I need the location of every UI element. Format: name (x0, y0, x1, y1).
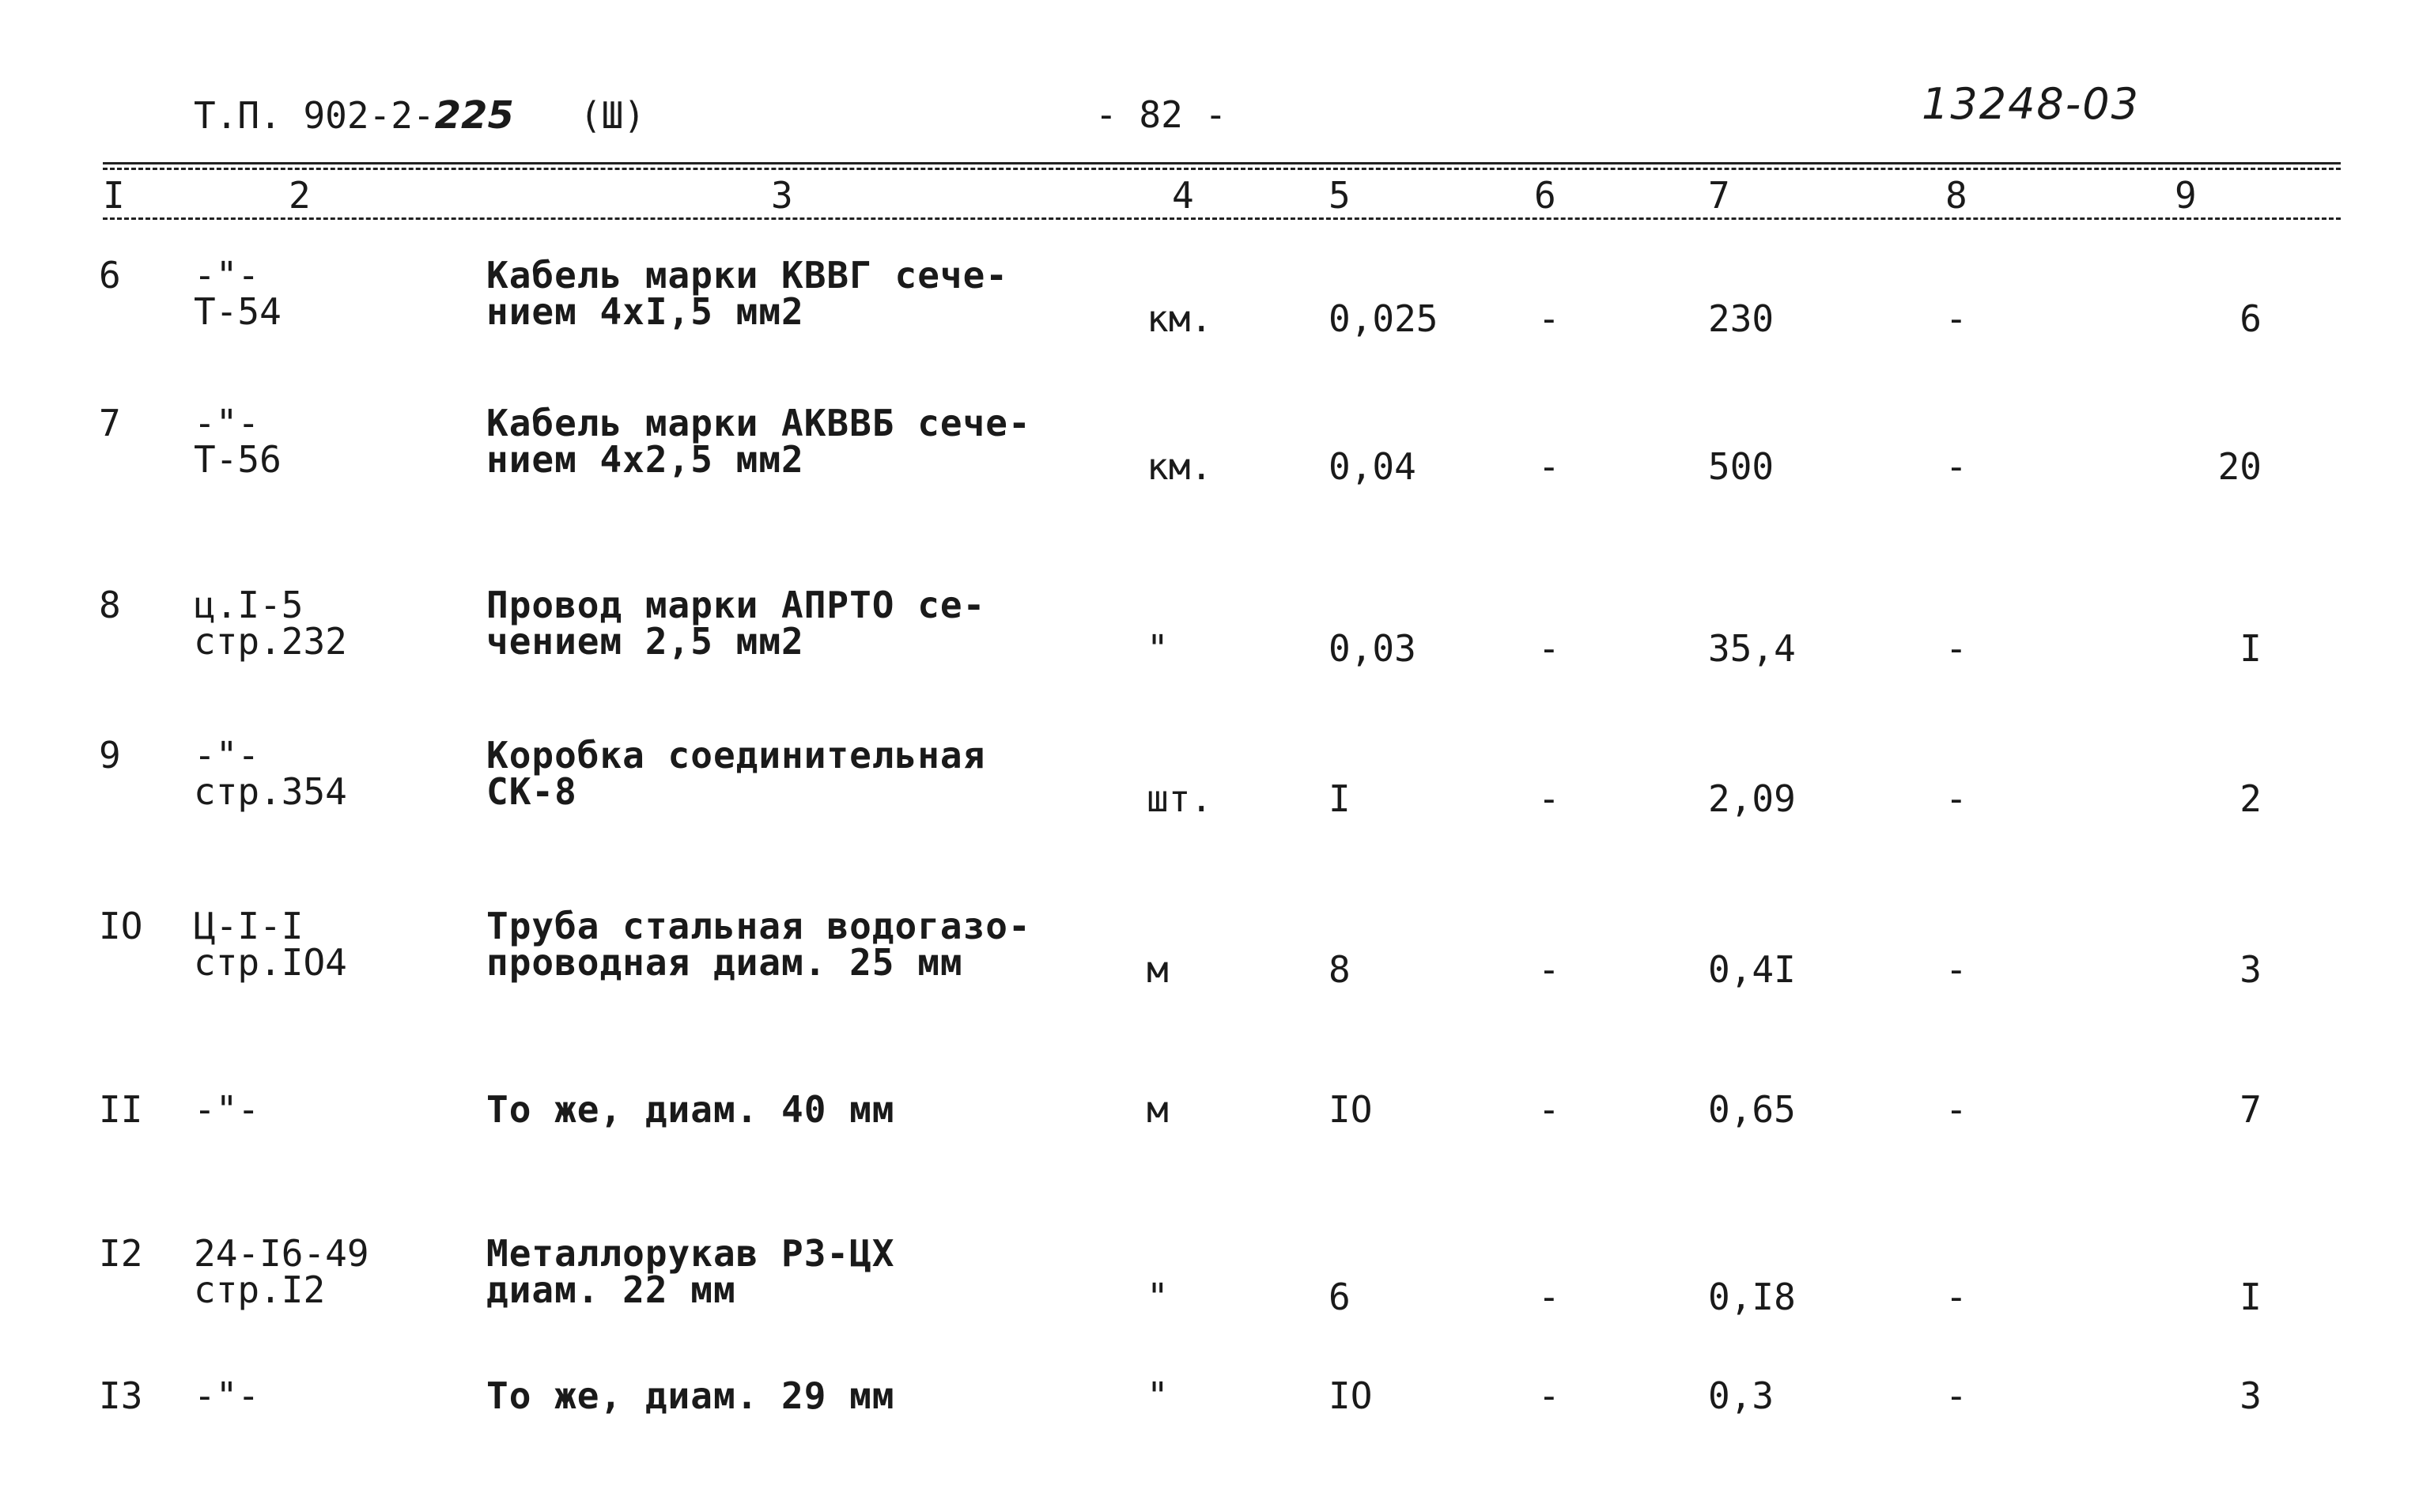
column-6-value: - (1538, 445, 1560, 488)
column-8-value: - (1945, 777, 1967, 820)
unit: шт. (1147, 777, 1213, 820)
column-header-9: 9 (2175, 174, 2197, 217)
total: 6 (2239, 297, 2262, 340)
reference-line-1: -"- (194, 734, 260, 777)
column-6-value: - (1538, 948, 1560, 991)
total: 20 (2217, 445, 2262, 488)
total: 3 (2239, 1374, 2262, 1417)
row-number: I3 (99, 1374, 143, 1417)
column-header-8: 8 (1945, 174, 1967, 217)
unit: " (1147, 627, 1169, 670)
page-number: - 82 - (1095, 93, 1227, 136)
document-reference (194, 93, 645, 138)
column-8-value: - (1945, 627, 1967, 670)
quantity: 6 (1329, 1276, 1351, 1318)
column-header-7: 7 (1708, 174, 1730, 217)
description-line-1: Кабель марки КВВГ сече- (486, 254, 1008, 297)
column-header-2: 2 (289, 174, 311, 217)
row-number: 8 (99, 584, 121, 626)
quantity: I (1329, 777, 1351, 820)
column-6-value: - (1538, 297, 1560, 340)
row-number: II (99, 1088, 143, 1131)
unit: " (1147, 1276, 1169, 1318)
description-line-2: нием 4х2,5 мм2 (486, 438, 804, 481)
reference-line-1: -"- (194, 402, 260, 444)
quantity: IO (1329, 1088, 1373, 1131)
description-line-1: То же, диам. 40 мм (486, 1088, 895, 1131)
description-line-2: СК-8 (486, 770, 577, 813)
unit: " (1147, 1374, 1169, 1417)
unit-price: 0,I8 (1708, 1276, 1796, 1318)
description-line-2: проводная диам. 25 мм (486, 941, 963, 984)
reference-line-1: 24-I6-49 (194, 1232, 369, 1275)
reference-line-1: -"- (194, 254, 260, 297)
total: 3 (2239, 948, 2262, 991)
doc-ref-volume: (Ш) (579, 94, 646, 137)
unit-price: 230 (1708, 297, 1775, 340)
reference-line-1: -"- (194, 1088, 260, 1131)
row-number: 9 (99, 734, 121, 777)
column-header-6: 6 (1534, 174, 1556, 217)
total: 7 (2239, 1088, 2262, 1131)
unit: км. (1147, 445, 1213, 488)
description-line-1: Коробка соединительная (486, 734, 986, 777)
row-number: IO (99, 905, 143, 947)
doc-ref-handwritten: 225 (434, 93, 514, 138)
top-rule-dashed (103, 168, 2341, 170)
quantity: 0,04 (1329, 445, 1416, 488)
unit-price: 35,4 (1708, 627, 1796, 670)
reference-line-1: ц.I-5 (194, 584, 304, 626)
doc-ref-prefix: Т.П. 902-2- (194, 94, 435, 137)
column-8-value: - (1945, 297, 1967, 340)
reference-line-2: Т-56 (194, 438, 282, 481)
reference-line-2: стр.354 (194, 770, 347, 813)
quantity: 0,03 (1329, 627, 1416, 670)
column-header-1: I (103, 174, 125, 217)
quantity: IO (1329, 1374, 1373, 1417)
document-code: 13248-03 (1922, 79, 2140, 129)
column-6-value: - (1538, 1276, 1560, 1318)
unit: м (1147, 948, 1169, 991)
column-header-3: 3 (771, 174, 793, 217)
row-number: I2 (99, 1232, 143, 1275)
column-8-value: - (1945, 948, 1967, 991)
column-header-4: 4 (1172, 174, 1194, 217)
description-line-1: То же, диам. 29 мм (486, 1374, 895, 1417)
column-8-value: - (1945, 1276, 1967, 1318)
reference-line-1: Ц-I-I (194, 905, 304, 947)
row-number: 6 (99, 254, 121, 297)
reference-line-1: -"- (194, 1374, 260, 1417)
column-6-value: - (1538, 1374, 1560, 1417)
reference-line-2: стр.I2 (194, 1268, 326, 1311)
unit-price: 0,3 (1708, 1374, 1775, 1417)
unit-price: 500 (1708, 445, 1775, 488)
description-line-2: нием 4хI,5 мм2 (486, 290, 804, 333)
reference-line-2: Т-54 (194, 290, 282, 333)
reference-line-2: стр.IO4 (194, 941, 347, 984)
quantity: 0,025 (1329, 297, 1438, 340)
header-bottom-rule (103, 217, 2341, 220)
column-6-value: - (1538, 777, 1560, 820)
unit-price: 0,65 (1708, 1088, 1796, 1131)
row-number: 7 (99, 402, 121, 444)
column-header-5: 5 (1329, 174, 1351, 217)
reference-line-2: стр.232 (194, 620, 347, 663)
description-line-2: чением 2,5 мм2 (486, 620, 804, 663)
description-line-1: Труба стальная водогазо- (486, 905, 1031, 947)
total: I (2239, 627, 2262, 670)
top-rule (103, 162, 2341, 164)
description-line-1: Кабель марки АКВВБ сече- (486, 402, 1031, 444)
unit-price: 0,4I (1708, 948, 1796, 991)
column-8-value: - (1945, 1088, 1967, 1131)
column-6-value: - (1538, 627, 1560, 670)
quantity: 8 (1329, 948, 1351, 991)
description-line-2: диам. 22 мм (486, 1268, 736, 1311)
total: 2 (2239, 777, 2262, 820)
unit: м (1147, 1088, 1169, 1131)
unit-price: 2,09 (1708, 777, 1796, 820)
description-line-1: Металлорукав РЗ-ЦХ (486, 1232, 895, 1275)
column-8-value: - (1945, 1374, 1967, 1417)
description-line-1: Провод марки АПРТО се- (486, 584, 986, 626)
unit: км. (1147, 297, 1213, 340)
total: I (2239, 1276, 2262, 1318)
column-6-value: - (1538, 1088, 1560, 1131)
column-8-value: - (1945, 445, 1967, 488)
